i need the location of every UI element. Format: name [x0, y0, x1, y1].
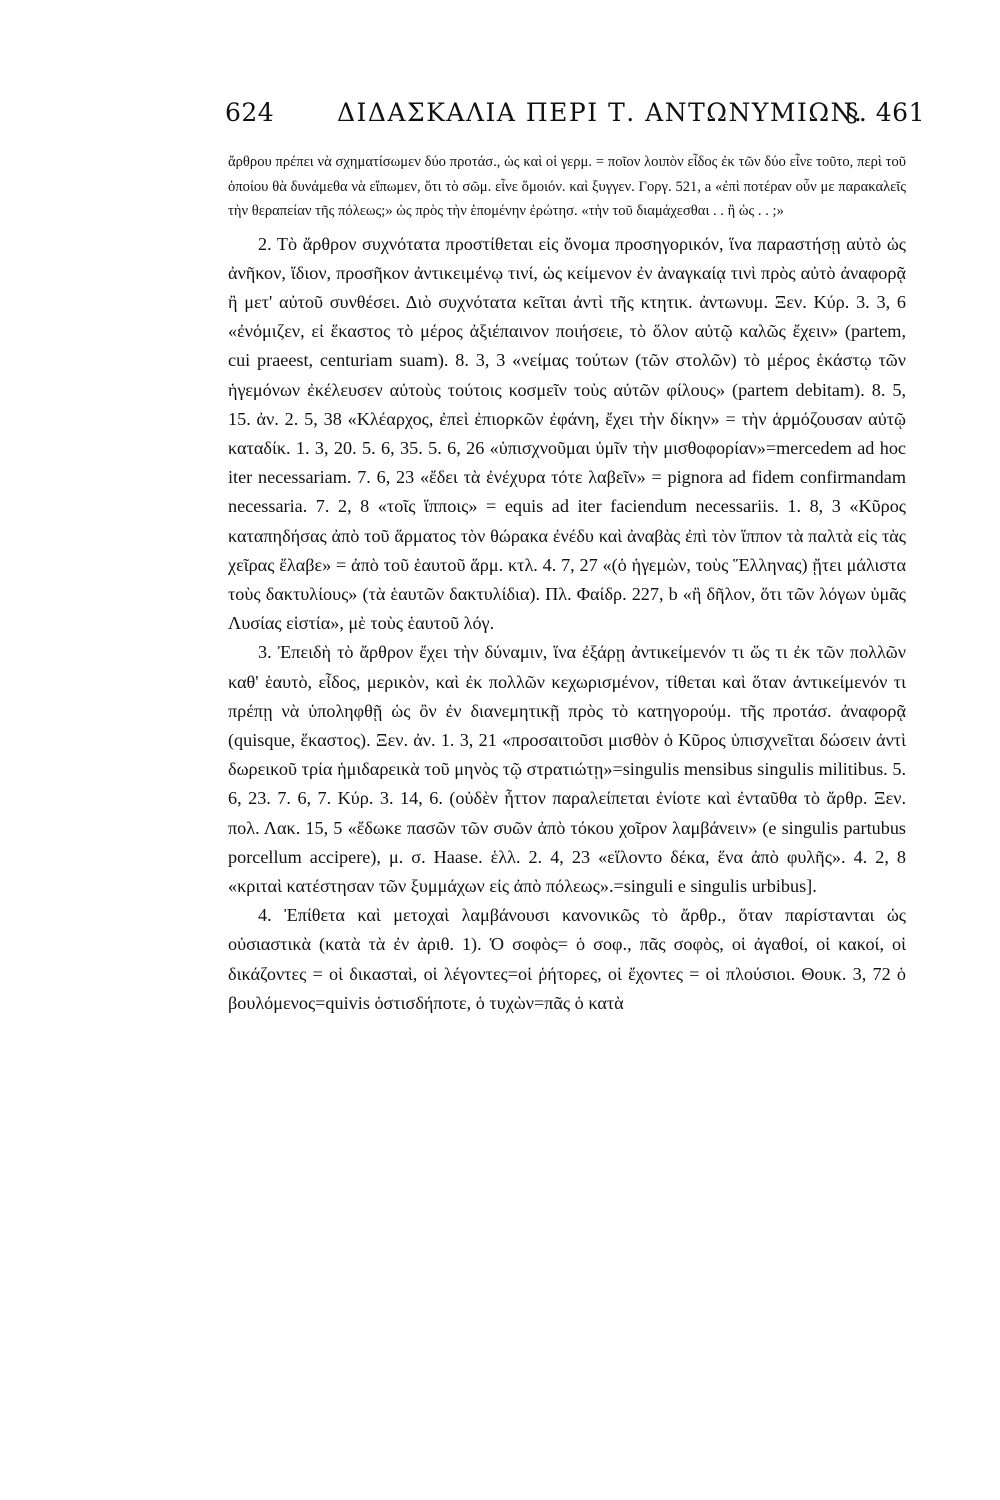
paragraph-3: 3. Ἐπειδὴ τὸ ἄρθρον ἔχει τὴν δύναμιν, ἵνα ἐξάρῃ ἀντικείμενόν τι ὥς τι ἐκ τῶν πολλῶν καθ' ἑαυτὸ, εἶδος, μερικὸν, καὶ ἐκ πολλῶν κεχωρισμένον, τίθεται καὶ ὅταν ἀντικείμενόν τι πρέπῃ νὰ ὑποληφθῇ ὡς ὂν ἐν διανεμητικῇ πρὸς τὸ κατηγορούμ. τῆς προτάσ. ἀναφορᾷ (quisque, ἕκαστος). Ξεν. ἀν. 1. 3, 21 «προσαιτοῦσι μισθὸν ὁ Κῦρος ὑπισχνεῖται δώσειν ἀντὶ δωρεικοῦ τρία ἡμιδαρεικὰ τοῦ μηνὸς τῷ στρατιώτῃ»=singulis mensibus singulis militibus. 5. 6, 23. 7. 6, 7. Κύρ. 3. 14, 6. (οὐδὲν ἧττον παραλείπεται ἐνίοτε καὶ ἐνταῦθα τὸ ἄρθρ. Ξεν. πολ. Λακ. 15, 5 «ἔδωκε πασῶν τῶν συῶν ἀπὸ τόκου χοῖρον λαμβάνειν» (e singulis partubus porcellum accipere), μ. σ. Haase. ἑλλ. 2. 4, 23 «εἵλοντο δέκα, ἕνα ἀπὸ φυλῆς». 4. 2, 8 «κριταὶ κατέστησαν τῶν ξυμμάχων εἰς ἀπὸ πόλεως».=singuli e singulis urbibus].: [228, 642, 906, 896]
paragraph-4: 4. Ἐπίθετα καὶ μετοχαὶ λαμβάνουσι κανονικῶς τὸ ἄρθρ., ὅταν παρίστανται ὡς οὐσιαστικὰ (κατὰ τὰ ἐν ἀριθ. 1). Ὁ σοφὸς= ὁ σοφ., πᾶς σοφὸς, οἱ ἀγαθοί, οἱ κακοί, οἱ δικάζοντες = οἱ δικασταὶ, οἱ λέγοντες=οἱ ῥήτορες, οἱ ἔχοντες = οἱ πλούσιοι. Θουκ. 3, 72 ὁ βουλόμενος=quivis ὁστισδήποτε, ὁ τυχὼν=πᾶς ὁ κατὰ: [228, 905, 906, 1013]
running-header: [225, 98, 925, 138]
footnote-continuation: ἄρθρου πρέπει νὰ σχηματίσωμεν δύο προτάσ., ὡς καὶ οἱ γερμ. = ποῖον λοιπὸν εἶδος ἐκ τῶν δύο εἶνε τοῦτο, περὶ τοῦ ὁποίου θὰ δυνάμεθα νὰ εἴπωμεν, ὅτι τὸ σῶμ. εἶνε ὅμοιόν. καὶ ξυγγεν. Γοργ. 521, a «ἐπὶ ποτέραν οὖν με παρακαλεῖς τὴν θεραπείαν τῆς πόλεως;» ὡς πρὸς τὴν ἑπομένην ἐρώτησ. «τὴν τοῦ διαμάχεσθαι . . ἢ ὡς . . ;»: [228, 154, 906, 219]
paragraph-2: 2. Τὸ ἄρθρον συχνότατα προστίθεται εἰς ὄνομα προσηγορικόν, ἵνα παραστήσῃ αὐτὸ ὡς ἀνῆκον, ἴδιον, προσῆκον ἀντικειμένῳ τινί, ὡς κείμενον ἐν ἀναγκαίᾳ τινὶ πρὸς αὐτὸ ἀναφορᾷ ἢ μετ' αὐτοῦ συνθέσει. Διὸ συχνότατα κεῖται ἀντὶ τῆς κτητικ. ἀντωνυμ. Ξεν. Κύρ. 3. 3, 6 «ἐνόμιζεν, εἰ ἕκαστος τὸ μέρος ἀξιέπαινον ποιήσειε, τὸ ὅλον αὐτῷ καλῶς ἔχειν» (partem, cui praeest, centuriam suam). 8. 3, 3 «νείμας τούτων (τῶν στολῶν) τὸ μέρος ἑκάστῳ τῶν ἡγεμόνων ἐκέλευσεν αὐτοὺς τούτοις κοσμεῖν τοὺς αὐτῶν φίλους» (partem debitam). 8. 5, 15. ἀν. 2. 5, 38 «Κλέαρχος, ἐπεὶ ἐπιορκῶν ἐφάνη, ἔχει τὴν δίκην» = τὴν ἁρμόζουσαν αὐτῷ καταδίκ. 1. 3, 20. 5. 6, 35. 5. 6, 26 «ὑπισχνοῦμαι ὑμῖν τὴν μισθοφορίαν»=mercedem ad hoc iter necessariam. 7. 6, 23 «ἔδει τὰ ἐνέχυρα τότε λαβεῖν» = pignora ad fidem confirmandam necessaria. 7. 2, 8 «τοῖς ἵπποις» = equis ad iter faciendum necessariis. 1. 8, 3 «Κῦρος καταπηδήσας ἀπὸ τοῦ ἅρματος τὸν θώρακα ἐνέδυ καὶ ἀναβὰς ἐπὶ τὸν ἵππον τὰ παλτὰ εἰς τὰς χεῖρας ἔλαβε» = ἀπὸ τοῦ ἑαυτοῦ ἅρμ. κτλ. 4. 7, 27 «(ὁ ἡγεμὼν, τοὺς Ἕλληνας) ᾔτει μάλιστα τοὺς δακτυλίους» (τὰ ἑαυτῶν δακτυλίδια). Πλ. Φαίδρ. 227, b «ἢ δῆλον, ὅτι τῶν λόγων ὑμᾶς Λυσίας εἱστία», μὲ τοὺς ἑαυτοῦ λόγ.: [228, 233, 906, 634]
page-number: 624: [225, 98, 275, 127]
section-number: §. 461: [845, 98, 925, 127]
running-title: ΔΙΔΑΣΚΑΛΙΑ ΠΕΡΙ Τ. ΑΝΤΩΝΥΜΙΩΝ.: [337, 98, 864, 127]
body-text: [228, 150, 906, 1018]
